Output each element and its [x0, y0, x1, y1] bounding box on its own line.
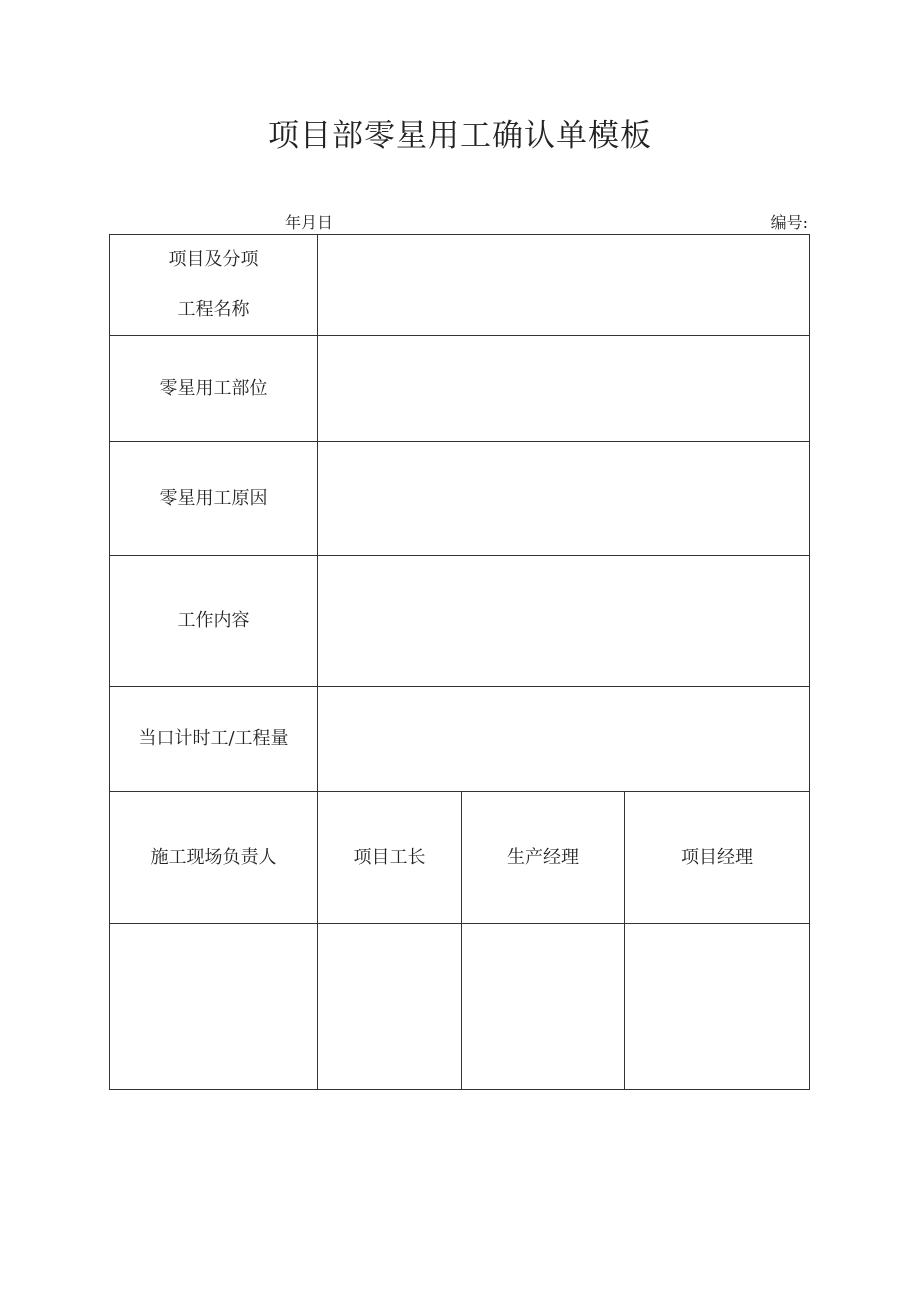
foreman-signature-cell[interactable] — [318, 924, 462, 1090]
work-reason-row — [110, 442, 810, 556]
project-name-label-line2: 工程名称 — [177, 299, 250, 320]
work-quantity-label: 当口计时工/工程量 — [110, 687, 318, 792]
signature-header-row — [110, 792, 810, 924]
project-manager-header: 项目经理 — [625, 792, 810, 924]
serial-number-label: 编号: — [770, 213, 808, 232]
site-manager-header: 施工现场负责人 — [110, 792, 318, 924]
work-reason-field[interactable] — [318, 442, 810, 556]
confirmation-form-table — [109, 234, 810, 1090]
signature-row — [110, 924, 810, 1090]
work-location-row — [110, 336, 810, 442]
project-name-label-line1: 项目及分项 — [168, 249, 259, 270]
project-name-field[interactable] — [318, 235, 810, 336]
site-manager-signature-cell[interactable] — [110, 924, 318, 1090]
project-manager-signature-cell[interactable] — [625, 924, 810, 1090]
project-name-row — [110, 235, 810, 336]
production-manager-header: 生产经理 — [462, 792, 625, 924]
page-title: 项目部零星用工确认单模板 — [268, 118, 652, 154]
work-content-row — [110, 556, 810, 687]
production-manager-signature-cell[interactable] — [462, 924, 625, 1090]
work-location-field[interactable] — [318, 336, 810, 442]
foreman-header: 项目工长 — [318, 792, 462, 924]
work-quantity-field[interactable] — [318, 687, 810, 792]
work-location-label: 零星用工部位 — [110, 336, 318, 442]
work-content-label: 工作内容 — [110, 556, 318, 687]
work-content-field[interactable] — [318, 556, 810, 687]
date-label: 年月日 — [285, 213, 334, 232]
work-quantity-row — [110, 687, 810, 792]
project-name-label — [110, 235, 318, 336]
work-reason-label: 零星用工原因 — [110, 442, 318, 556]
